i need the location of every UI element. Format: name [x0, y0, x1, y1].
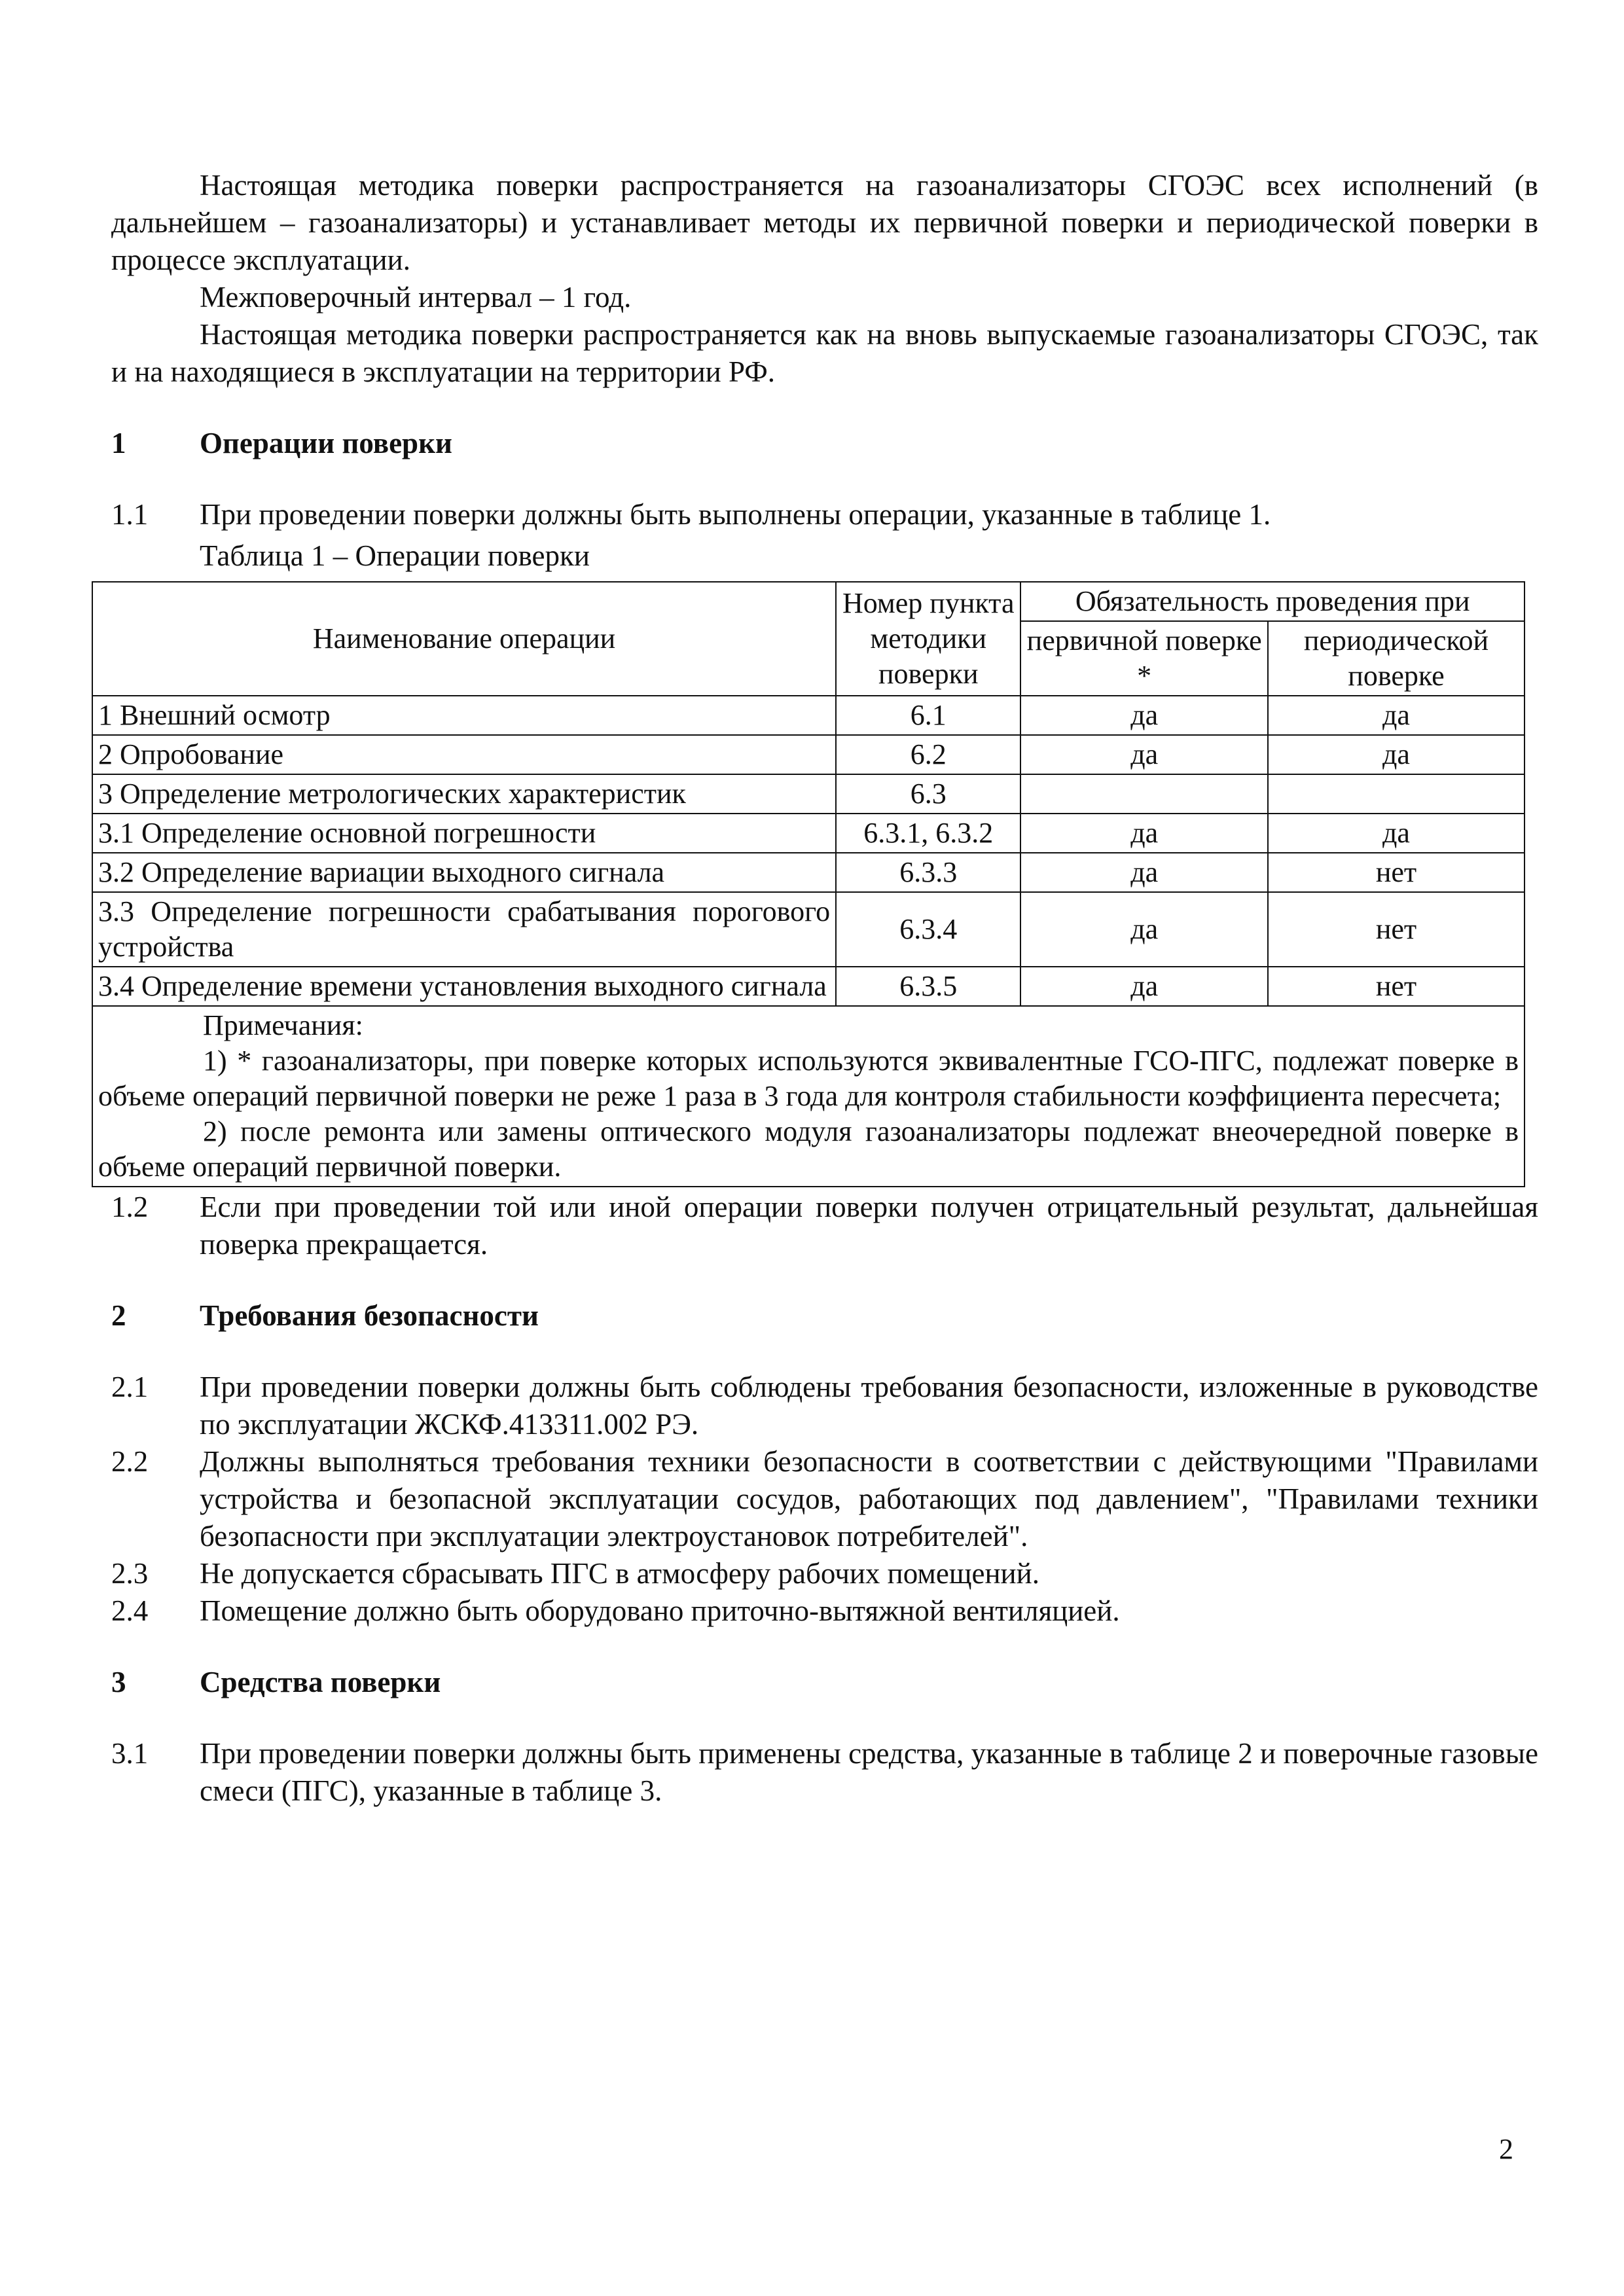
section-3-title: Средства поверки	[200, 1666, 441, 1698]
clause-text: Если при проведении той или иной операции поверки получен отрицательный результат, дальнейшая поверка прекращается.	[200, 1191, 1538, 1261]
cell-primary: да	[1020, 814, 1268, 853]
note-1: 1) * газоанализаторы, при поверке которых используются эквивалентные ГСО-ПГС, подлежат поверке в объеме операций первичной поверки не реже 1 раза в 3 года для контроля стабильности коэффициента пересчета;	[98, 1045, 1519, 1112]
header-item-number: Номер пункта методики поверки	[836, 582, 1020, 696]
page-content	[98, 167, 1538, 1810]
cell-num: 6.3.4	[836, 892, 1020, 967]
clause-3-1	[111, 1735, 1538, 1810]
table-row	[92, 967, 1525, 1006]
clause-text: При проведении поверки должны быть соблюдены требования безопасности, изложенные в руководстве по эксплуатации ЖСКФ.413311.002 РЭ.	[200, 1371, 1538, 1441]
clause-text: Не допускается сбрасывать ПГС в атмосферу рабочих помещений.	[200, 1557, 1039, 1590]
table-row	[92, 853, 1525, 892]
cell-num: 6.3.1, 6.3.2	[836, 814, 1020, 853]
cell-name: 3.3 Определение погрешности срабатывания порогового устройства	[92, 892, 836, 967]
clause-2-3	[111, 1555, 1538, 1592]
clause-text: При проведении поверки должны быть выполнены операции, указанные в таблице 1.	[200, 498, 1271, 531]
clause-text: При проведении поверки должны быть применены средства, указанные в таблице 2 и поверочные газовые смеси (ПГС), указанные в таблице 3.	[200, 1737, 1538, 1807]
intro-paragraph-3: Настоящая методика поверки распространяется как на вновь выпускаемые газоанализаторы СГОЭС, так и на находящиеся в эксплуатации на территории РФ.	[111, 318, 1538, 388]
table-header-row	[92, 582, 1525, 621]
section-2-title: Требования безопасности	[200, 1299, 539, 1332]
section-1-heading	[111, 425, 1538, 462]
notes-title: Примечания:	[203, 1009, 363, 1041]
cell-periodic: нет	[1268, 892, 1525, 967]
clause-number: 2.1	[111, 1371, 149, 1403]
clause-number: 3.1	[111, 1737, 149, 1770]
cell-name: 3.1 Определение основной погрешности	[92, 814, 836, 853]
section-1-number: 1	[111, 427, 126, 459]
header-periodic: периодической поверке	[1268, 621, 1525, 696]
clause-text: Должны выполняться требования техники безопасности в соответствии с действующими "Правилами устройства и безопасной эксплуатации сосудов, работающих под давлением", "Правилами техники безопасности при эксплуатации электроустановок потребителей".	[200, 1445, 1538, 1552]
cell-periodic: да	[1268, 696, 1525, 735]
table-row	[92, 735, 1525, 774]
cell-periodic	[1268, 774, 1525, 814]
section-1-title: Операции поверки	[200, 427, 452, 459]
cell-periodic: да	[1268, 814, 1525, 853]
page-number: 2	[1499, 2133, 1513, 2165]
cell-num: 6.3.3	[836, 853, 1020, 892]
cell-primary: да	[1020, 853, 1268, 892]
cell-primary: да	[1020, 967, 1268, 1006]
intro-paragraph-1: Настоящая методика поверки распространяется на газоанализаторы СГОЭС всех исполнений (в дальнейшем – газоанализаторы) и устанавливает методы их первичной поверки и периодической поверки в процессе эксплуатации.	[111, 169, 1538, 276]
note-2: 2) после ремонта или замены оптического модуля газоанализаторы подлежат внеочередной поверке в объеме операций первичной поверки.	[98, 1115, 1519, 1183]
cell-periodic: нет	[1268, 967, 1525, 1006]
table-row	[92, 892, 1525, 967]
cell-name: 1 Внешний осмотр	[92, 696, 836, 735]
section-3-number: 3	[111, 1666, 126, 1698]
section-2-number: 2	[111, 1299, 126, 1332]
cell-primary	[1020, 774, 1268, 814]
clause-1-1	[111, 496, 1538, 533]
section-2-heading	[111, 1297, 1538, 1335]
clause-text: Помещение должно быть оборудовано приточно-вытяжной вентиляцией.	[200, 1594, 1120, 1627]
table-row	[92, 774, 1525, 814]
clause-2-2	[111, 1443, 1538, 1555]
table-notes	[92, 1006, 1525, 1187]
table-row	[92, 814, 1525, 853]
cell-name: 3.2 Определение вариации выходного сигнала	[92, 853, 836, 892]
clause-2-4	[111, 1592, 1538, 1630]
section-3-heading	[111, 1664, 1538, 1701]
clause-number: 1.1	[111, 498, 149, 531]
operations-table	[92, 581, 1525, 1187]
clause-number: 2.4	[111, 1594, 149, 1627]
header-primary: первичной поверке *	[1020, 621, 1268, 696]
clause-number: 2.2	[111, 1445, 149, 1478]
cell-primary: да	[1020, 892, 1268, 967]
intro-paragraph-2: Межповерочный интервал – 1 год.	[200, 281, 632, 314]
clause-2-1	[111, 1369, 1538, 1443]
cell-num: 6.1	[836, 696, 1020, 735]
table-row	[92, 696, 1525, 735]
cell-name: 2 Опробование	[92, 735, 836, 774]
table-caption: Таблица 1 – Операции поверки	[200, 539, 590, 572]
cell-num: 6.2	[836, 735, 1020, 774]
header-operation-name: Наименование операции	[92, 582, 836, 696]
cell-num: 6.3	[836, 774, 1020, 814]
cell-primary: да	[1020, 735, 1268, 774]
cell-periodic: нет	[1268, 853, 1525, 892]
cell-name: 3 Определение метрологических характеристик	[92, 774, 836, 814]
clause-1-2	[111, 1189, 1538, 1263]
clause-number: 1.2	[111, 1191, 149, 1223]
cell-num: 6.3.5	[836, 967, 1020, 1006]
clause-number: 2.3	[111, 1557, 149, 1590]
cell-primary: да	[1020, 696, 1268, 735]
header-obligation: Обязательность проведения при	[1020, 582, 1525, 621]
cell-periodic: да	[1268, 735, 1525, 774]
table-notes-row	[92, 1006, 1525, 1187]
cell-name: 3.4 Определение времени установления выходного сигнала	[92, 967, 836, 1006]
